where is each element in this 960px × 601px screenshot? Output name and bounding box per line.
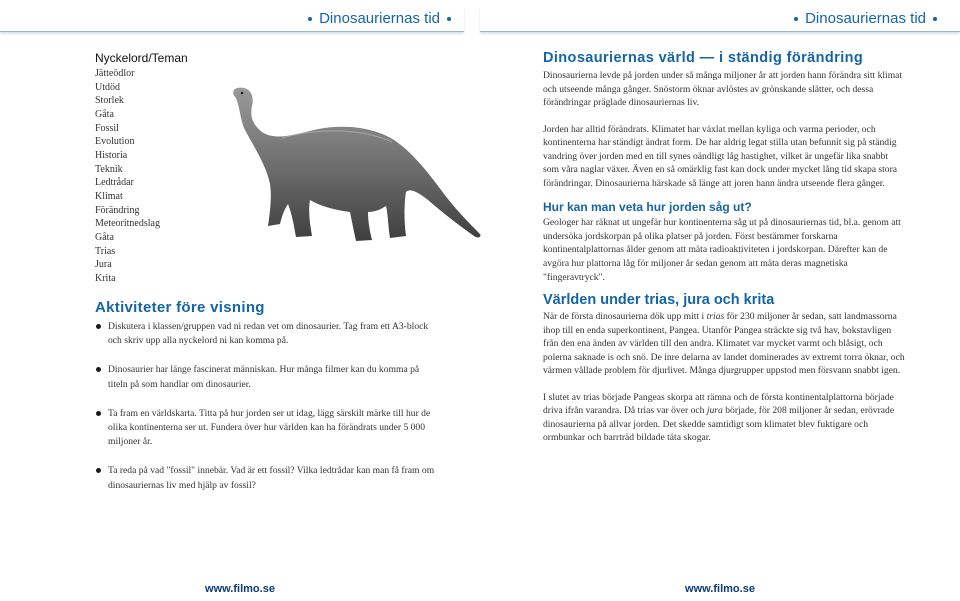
activity-item: Ta fram en världskarta. Titta på hur jorden ser ut idag, lägg särskilt märke till hur de olika kontinenterna ser ut. Fundera över hur världen kan ha förändrats under 5 000 miljoner år. xyxy=(95,407,440,450)
keyword-item: Klimat xyxy=(95,190,123,202)
bullet-dot-icon xyxy=(933,17,937,21)
bullet-dot-icon xyxy=(308,17,312,21)
keyword-item: Krita xyxy=(95,272,116,284)
activity-item: Diskutera i klassen/gruppen vad ni redan vet om dinosaurier. Tag fram ett A3-block och skriv upp alla nyckelord ni kan komma på. xyxy=(95,320,440,348)
section2-heading: Hur kan man veta hur jorden såg ut? xyxy=(543,200,752,215)
keywords-list xyxy=(95,67,160,286)
keyword-item: Teknik xyxy=(95,163,123,175)
right-header-title: Dinosauriernas tid xyxy=(787,10,944,27)
keyword-item: Gåta xyxy=(95,108,114,120)
section3-paragraph-1: När de första dinosaurierna dök upp mitt i trias för 230 miljoner år sedan, satt landmassorna ihop till en enda superkontinent, Pangea. Utanför Pangea sträckte sig två hav, bokstavligen från den ena änden av världen till den andra. Klimatet var mycket varmt och blåsigt, och polerna saknade is och snö. De inre delarna av landet dominerades av extremt torra öknar, och värmen vållade problem för djurlivet. Många djurgrupper uppstod men försvann snabbt igen. xyxy=(543,311,905,377)
activity-item: Ta reda på vad "fossil" innebär. Vad är ett fossil? Vilka ledtrådar kan man få fram om dinosauriernas liv med hjälp av fossil? xyxy=(95,464,440,492)
left-header-bar xyxy=(0,6,464,32)
section3-heading: Världen under trias, jura och krita xyxy=(543,292,775,309)
keyword-item: Utdöd xyxy=(95,81,120,93)
section1-paragraph-1: Dinosaurierna levde på jorden under så många miljoner år att jorden hann förändra sitt klimat och utseende många gånger. Snöstorm öknar avlöstes av grönskande slätter, och dessa förändringar präglade dinosauriernas liv. xyxy=(543,70,903,109)
keyword-item: Gåta xyxy=(95,231,114,243)
keyword-item: Ledtrådar xyxy=(95,177,134,189)
section1-heading: Dinosauriernas värld — i ständig förändring xyxy=(543,50,864,66)
article-content xyxy=(543,50,905,445)
keyword-item: Trias xyxy=(95,245,116,257)
keyword-item: Fossil xyxy=(95,122,119,134)
keyword-item: Förändring xyxy=(95,204,140,216)
left-footer-url[interactable]: www.filmo.se xyxy=(205,583,275,595)
section3-paragraph-2: I slutet av trias började Pangeas skorpa att rämna och de första kontinentalplattorna började driva ifrån varandra. Då trias var över och jura började, för 208 miljoner år sedan, erövrade dinosaurierna på allvar jorden. Det skedde samtidigt som klimatet blev fuktigare och ormbunkar och barrträd bildade täta skogar. xyxy=(543,391,895,444)
keyword-item: Storlek xyxy=(95,95,124,107)
left-header-title: Dinosauriernas tid xyxy=(301,10,458,27)
keyword-item: Jätteödlor xyxy=(95,68,135,79)
activities-heading: Aktiviteter före visning xyxy=(95,299,265,316)
section1-paragraph-2: Jorden har alltid förändrats. Klimatet har växlat mellan kyliga och varma perioder, och kontinenterna har ständigt ändrat form. De har aldrig legat stilla utan befunnit sig på ständig vandring över jorden med en till synes oändligt låg hastighet, vilket är ungefär lika snabbt som våra naglar växer. Även en så omärklig fast kan dock under mycket lång tid skapa stora förändringar. Dinosaurierna härskade så länge att joren hann ändra utseende flera gånger. xyxy=(543,123,898,189)
bullet-dot-icon xyxy=(794,17,798,21)
section2-paragraph-1: Geologer har räknat ut ungefär hur kontinenterna såg ut på dinosauriernas tid, bl.a. genom att undersöka jordskorpan på olika platser på jorden. Först bestämmer forskarna kontinentalplattornas ålder genom att mäta radioaktiviteten i jordskorpan. Därefter kan de avgöra hur plattorna låg för miljoner år sedan genom att mäta deras magnetiska "fingeravtryck". xyxy=(543,217,901,283)
keyword-item: Historia xyxy=(95,149,128,161)
keyword-item: Meteoritnedslag xyxy=(95,218,160,230)
keywords-heading: Nyckelord/Teman xyxy=(95,51,188,65)
right-footer-url[interactable]: www.filmo.se xyxy=(685,583,755,595)
dinosaur-illustration-icon xyxy=(222,84,484,246)
activities-list xyxy=(95,320,440,508)
keyword-item: Jura xyxy=(95,259,112,271)
activity-item: Dinosaurier har länge fascinerat människan. Hur många filmer kan du komma på titeln på som handlar om dinosaurier. xyxy=(95,363,440,391)
keyword-item: Evolution xyxy=(95,136,135,148)
bullet-dot-icon xyxy=(447,17,451,21)
right-page xyxy=(480,0,960,601)
right-header-bar xyxy=(480,6,960,32)
